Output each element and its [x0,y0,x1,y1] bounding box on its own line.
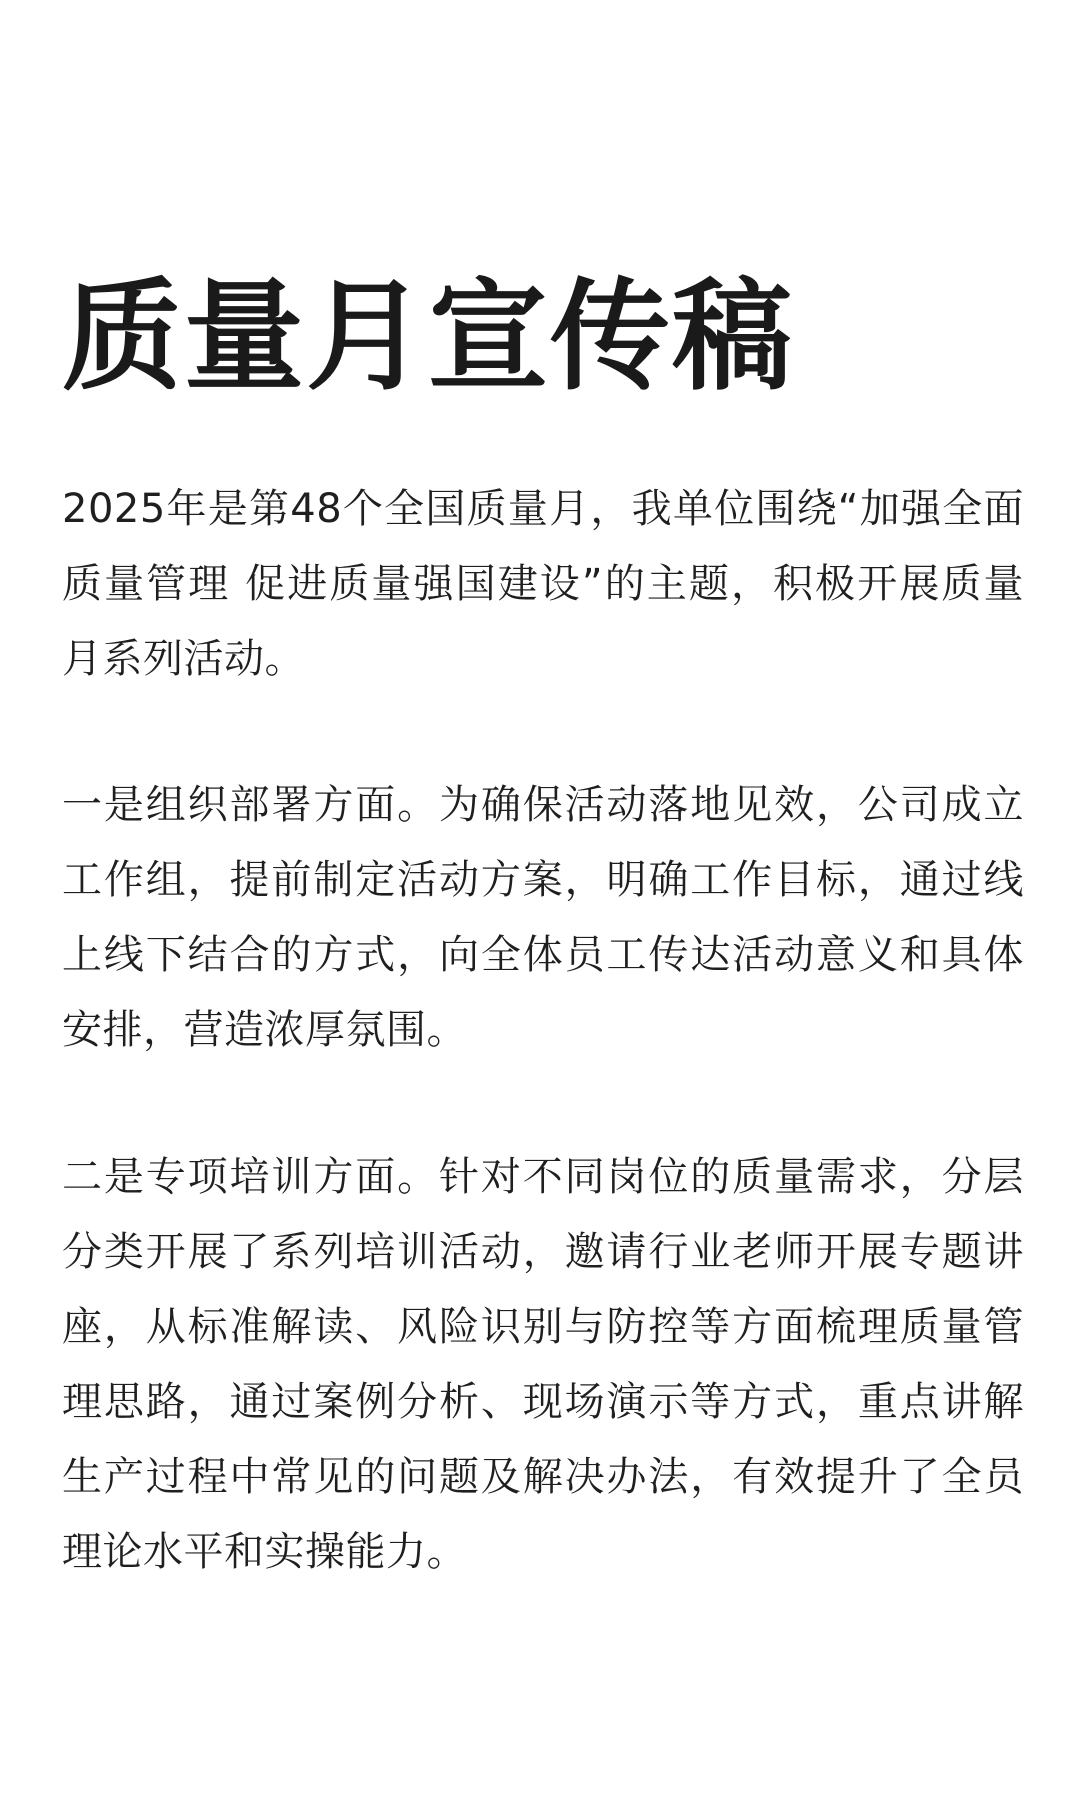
organization-paragraph: 一是组织部署方面。为确保活动落地见效，公司成立工作组，提前制定活动方案，明确工作目标，通过线上线下结合的方式，向全体员工传达活动意义和具体安排，营造浓厚氛围。 [62,782,1024,1053]
document-title: 质量月宣传稿 [62,268,794,407]
intro-paragraph: 2025年是第48个全国质量月，我单位围绕“加强全面质量管理 促进质量强国建设”的主题，积极开展质量月系列活动。 [62,486,1024,682]
training-paragraph: 二是专项培训方面。针对不同岗位的质量需求，分层分类开展了系列培训活动，邀请行业老师开展专题讲座，从标准解读、风险识别与防控等方面梳理质量管理思路，通过案例分析、现场演示等方式，重点讲解生产过程中常见的问题及解决办法，有效提升了全员理论水平和实操能力。 [62,1154,1024,1575]
